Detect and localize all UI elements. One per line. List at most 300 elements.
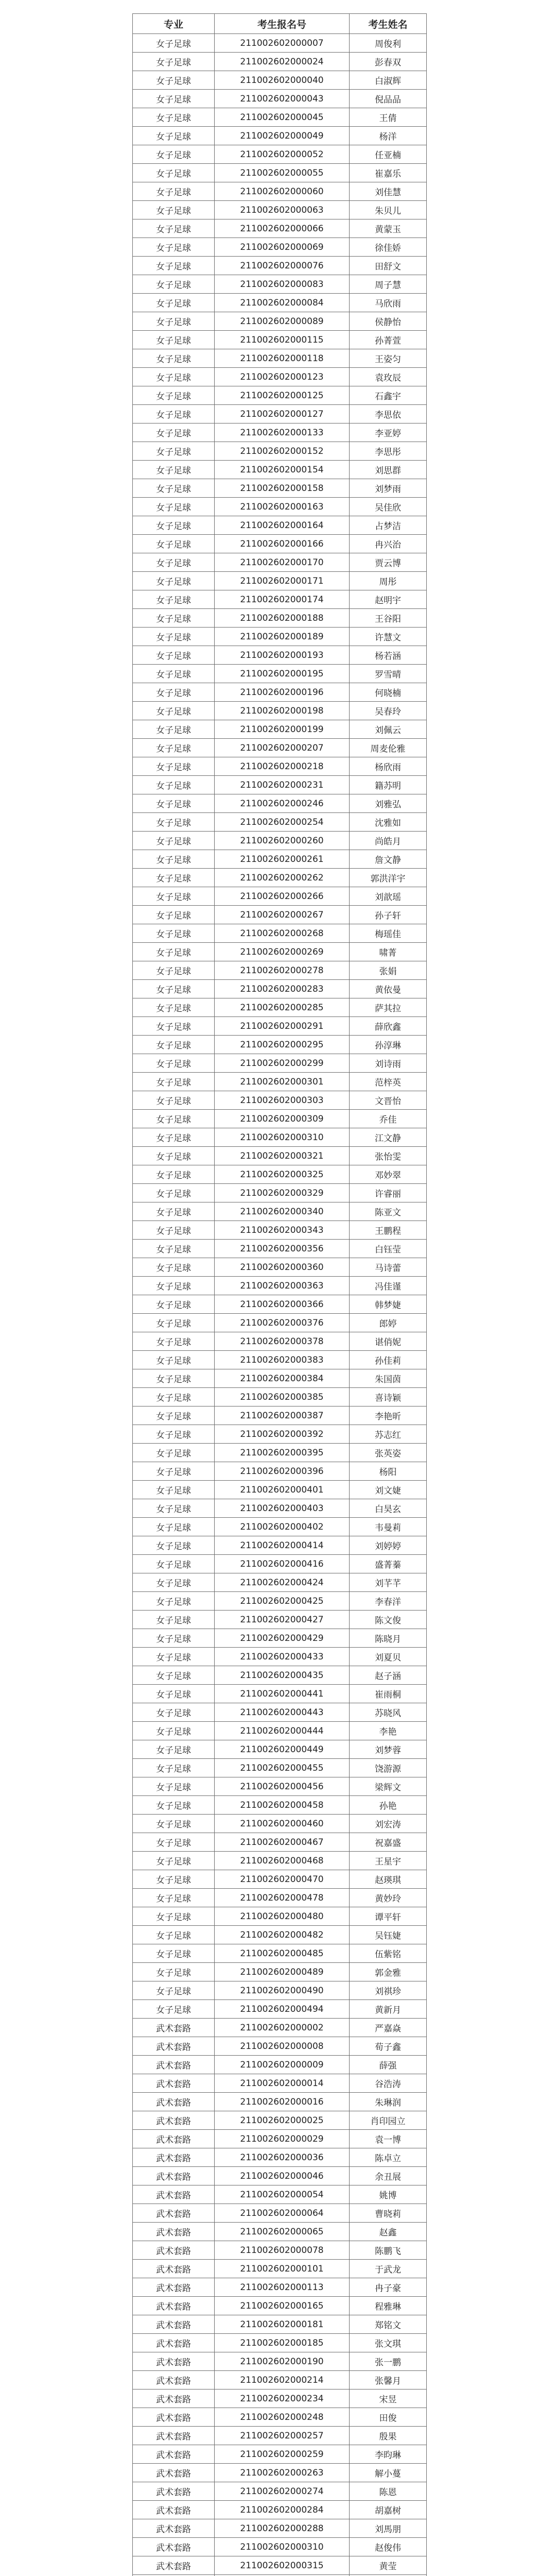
table-row xyxy=(133,1240,427,1258)
major-cell: 女子足球 xyxy=(133,553,215,572)
registration-number-cell: 211002602000343 xyxy=(215,1221,350,1240)
major-cell: 女子足球 xyxy=(133,145,215,164)
candidate-name-cell: 赵鑫 xyxy=(350,2223,427,2241)
major-cell: 女子足球 xyxy=(133,1017,215,1036)
candidate-name-cell: 陈文俊 xyxy=(350,1611,427,1629)
major-cell: 女子足球 xyxy=(133,906,215,924)
candidate-name-cell: 殷果 xyxy=(350,2427,427,2445)
major-cell: 女子足球 xyxy=(133,219,215,238)
candidate-name-cell: 啸菁 xyxy=(350,943,427,961)
registration-number-cell: 211002602000207 xyxy=(215,739,350,757)
candidate-name-cell: 黄依曼 xyxy=(350,980,427,998)
major-cell: 女子足球 xyxy=(133,1722,215,1740)
major-cell: 女子足球 xyxy=(133,257,215,275)
table-row xyxy=(133,1815,427,1833)
major-cell: 女子足球 xyxy=(133,850,215,869)
table-row xyxy=(133,71,427,90)
registration-number-cell: 211002602000171 xyxy=(215,572,350,590)
registration-number-cell: 211002602000246 xyxy=(215,794,350,813)
table-row xyxy=(133,665,427,683)
registration-number-cell: 211002602000416 xyxy=(215,1555,350,1573)
major-cell: 女子足球 xyxy=(133,164,215,182)
registration-number-cell: 211002602000263 xyxy=(215,2464,350,2482)
candidate-name-cell: 田舒文 xyxy=(350,257,427,275)
major-cell: 女子足球 xyxy=(133,1536,215,1555)
table-row xyxy=(133,1481,427,1499)
registration-number-cell: 211002602000363 xyxy=(215,1277,350,1295)
candidate-name-cell: 周彤 xyxy=(350,572,427,590)
table-row xyxy=(133,1889,427,1907)
table-row xyxy=(133,238,427,257)
table-row xyxy=(133,943,427,961)
registration-number-cell: 211002602000449 xyxy=(215,1740,350,1759)
table-row xyxy=(133,53,427,71)
candidate-name-cell: 李春洋 xyxy=(350,1592,427,1611)
table-row xyxy=(133,1833,427,1852)
table-row xyxy=(133,108,427,127)
table-row xyxy=(133,1202,427,1221)
table-row xyxy=(133,535,427,553)
candidate-name-cell: 吴佳欣 xyxy=(350,498,427,516)
major-cell: 女子足球 xyxy=(133,1314,215,1332)
header-candidate-name: 考生姓名 xyxy=(350,14,427,34)
table-body xyxy=(133,34,427,2576)
candidate-name-cell: 崔雨桐 xyxy=(350,1685,427,1703)
registration-number-cell: 211002602000414 xyxy=(215,1536,350,1555)
registration-number-cell: 211002602000198 xyxy=(215,702,350,720)
candidate-name-cell: 严嘉焱 xyxy=(350,2019,427,2037)
candidate-name-cell: 于武龙 xyxy=(350,2260,427,2278)
major-cell: 女子足球 xyxy=(133,479,215,498)
registration-number-cell: 211002602000468 xyxy=(215,1852,350,1870)
table-row xyxy=(133,2297,427,2315)
major-cell: 女子足球 xyxy=(133,1666,215,1685)
major-cell: 女子足球 xyxy=(133,498,215,516)
major-cell: 女子足球 xyxy=(133,53,215,71)
table-row xyxy=(133,2482,427,2501)
candidate-name-cell: 张娟 xyxy=(350,961,427,980)
candidate-name-cell: 许慧文 xyxy=(350,628,427,646)
candidate-name-cell: 刘芊芊 xyxy=(350,1573,427,1592)
registration-number-cell: 211002602000435 xyxy=(215,1666,350,1685)
candidate-name-cell: 崔嘉乐 xyxy=(350,164,427,182)
candidate-name-cell: 张怡雯 xyxy=(350,1147,427,1165)
registration-number-cell: 211002602000429 xyxy=(215,1629,350,1648)
major-cell: 女子足球 xyxy=(133,1703,215,1722)
registration-number-cell: 211002602000170 xyxy=(215,553,350,572)
candidate-name-cell: 刘诗雨 xyxy=(350,1054,427,1073)
major-cell: 武术套路 xyxy=(133,2037,215,2056)
table-row xyxy=(133,609,427,628)
candidate-name-cell: 石鑫宇 xyxy=(350,386,427,405)
registration-number-cell: 211002602000199 xyxy=(215,720,350,739)
table-row xyxy=(133,1332,427,1351)
table-row xyxy=(133,1740,427,1759)
registration-number-cell: 211002602000231 xyxy=(215,776,350,794)
registration-number-cell: 211002602000055 xyxy=(215,164,350,182)
major-cell: 女子足球 xyxy=(133,1963,215,1981)
registration-number-cell: 211002602000303 xyxy=(215,1091,350,1110)
table-row xyxy=(133,1462,427,1481)
candidate-name-cell: 吴春玲 xyxy=(350,702,427,720)
header-registration-number: 考生报名号 xyxy=(215,14,350,34)
table-row xyxy=(133,34,427,53)
table-row xyxy=(133,1592,427,1611)
table-row xyxy=(133,2501,427,2519)
candidate-name-cell: 马诗蕾 xyxy=(350,1258,427,1277)
table-row xyxy=(133,702,427,720)
table-row xyxy=(133,442,427,461)
candidate-name-cell: 刘梦雨 xyxy=(350,479,427,498)
table-row xyxy=(133,423,427,442)
registration-number-cell: 211002602000113 xyxy=(215,2278,350,2297)
candidate-name-cell: 刘宏涛 xyxy=(350,1815,427,1833)
major-cell: 女子足球 xyxy=(133,1926,215,1944)
major-cell: 武术套路 xyxy=(133,2408,215,2427)
table-row xyxy=(133,2260,427,2278)
registration-number-cell: 211002602000376 xyxy=(215,1314,350,1332)
major-cell: 武术套路 xyxy=(133,2223,215,2241)
candidate-name-cell: 刘雅弘 xyxy=(350,794,427,813)
table-row xyxy=(133,145,427,164)
major-cell: 武术套路 xyxy=(133,2185,215,2204)
table-row xyxy=(133,2519,427,2538)
table-row xyxy=(133,2352,427,2371)
major-cell: 女子足球 xyxy=(133,1573,215,1592)
table-row xyxy=(133,1425,427,1444)
major-cell: 女子足球 xyxy=(133,34,215,53)
candidate-name-cell: 苏晓风 xyxy=(350,1703,427,1722)
registration-number-cell: 211002602000425 xyxy=(215,1592,350,1611)
registration-number-cell: 211002602000310 xyxy=(215,1128,350,1147)
table-row xyxy=(133,869,427,887)
candidate-name-cell: 刘祺珍 xyxy=(350,1981,427,2000)
registration-number-cell: 211002602000285 xyxy=(215,998,350,1017)
registration-number-cell: 211002602000029 xyxy=(215,2130,350,2148)
table-row xyxy=(133,2464,427,2482)
registration-number-cell: 211002602000360 xyxy=(215,1258,350,1277)
registration-number-cell: 211002602000064 xyxy=(215,2204,350,2223)
candidate-name-cell: 乔佳 xyxy=(350,1110,427,1128)
registration-number-cell: 211002602000118 xyxy=(215,349,350,368)
registration-number-cell: 211002602000278 xyxy=(215,961,350,980)
major-cell: 女子足球 xyxy=(133,201,215,219)
major-cell: 武术套路 xyxy=(133,2148,215,2167)
major-cell: 女子足球 xyxy=(133,702,215,720)
major-cell: 武术套路 xyxy=(133,2519,215,2538)
major-cell: 女子足球 xyxy=(133,275,215,294)
table-row xyxy=(133,646,427,665)
candidate-name-cell: 韩梦婕 xyxy=(350,1295,427,1314)
table-row xyxy=(133,1518,427,1536)
candidate-name-cell: 谭平轩 xyxy=(350,1907,427,1926)
table-row xyxy=(133,1221,427,1240)
major-cell: 女子足球 xyxy=(133,1202,215,1221)
candidate-name-cell: 黄妙玲 xyxy=(350,1889,427,1907)
table-row xyxy=(133,2241,427,2260)
major-cell: 女子足球 xyxy=(133,442,215,461)
registration-number-cell: 211002602000458 xyxy=(215,1796,350,1815)
major-cell: 女子足球 xyxy=(133,609,215,628)
table-row xyxy=(133,1666,427,1685)
table-row xyxy=(133,1852,427,1870)
candidate-name-cell: 韦曼莉 xyxy=(350,1518,427,1536)
candidate-name-cell: 侯静怡 xyxy=(350,312,427,331)
major-cell: 武术套路 xyxy=(133,2501,215,2519)
registration-number-cell: 211002602000269 xyxy=(215,943,350,961)
registration-number-cell: 211002602000154 xyxy=(215,461,350,479)
candidate-name-cell: 王倩 xyxy=(350,108,427,127)
major-cell: 女子足球 xyxy=(133,1981,215,2000)
table-row xyxy=(133,813,427,832)
registration-number-cell: 211002602000115 xyxy=(215,331,350,349)
candidate-name-cell: 朱贝儿 xyxy=(350,201,427,219)
registration-number-cell: 211002602000321 xyxy=(215,1147,350,1165)
candidate-name-cell: 白淑辉 xyxy=(350,71,427,90)
major-cell: 武术套路 xyxy=(133,2019,215,2037)
registration-number-cell: 211002602000065 xyxy=(215,2223,350,2241)
registration-number-cell: 211002602000181 xyxy=(215,2315,350,2334)
major-cell: 女子足球 xyxy=(133,572,215,590)
candidate-name-cell: 赵瑛琪 xyxy=(350,1870,427,1889)
table-row xyxy=(133,2167,427,2185)
major-cell: 武术套路 xyxy=(133,2315,215,2334)
table-row xyxy=(133,2371,427,2389)
table-row xyxy=(133,2427,427,2445)
candidate-name-cell: 刘佳慧 xyxy=(350,182,427,201)
major-cell: 女子足球 xyxy=(133,1110,215,1128)
table-row xyxy=(133,2204,427,2223)
major-cell: 女子足球 xyxy=(133,1685,215,1703)
major-cell: 武术套路 xyxy=(133,2167,215,2185)
candidate-name-cell: 周俊利 xyxy=(350,34,427,53)
registration-number-cell: 211002602000254 xyxy=(215,813,350,832)
major-cell: 女子足球 xyxy=(133,1369,215,1388)
major-cell: 女子足球 xyxy=(133,423,215,442)
major-cell: 女子足球 xyxy=(133,813,215,832)
candidate-name-cell: 彭春双 xyxy=(350,53,427,71)
table-row xyxy=(133,1017,427,1036)
table-row xyxy=(133,2278,427,2297)
candidate-name-cell: 占梦洁 xyxy=(350,516,427,535)
candidate-name-cell: 陈鹏飞 xyxy=(350,2241,427,2260)
table-row xyxy=(133,2000,427,2019)
table-row xyxy=(133,2315,427,2334)
registration-number-cell: 211002602000152 xyxy=(215,442,350,461)
table-row xyxy=(133,924,427,943)
registration-number-cell: 211002602000008 xyxy=(215,2037,350,2056)
candidate-name-cell: 张馨月 xyxy=(350,2371,427,2389)
registration-number-cell: 211002602000274 xyxy=(215,2482,350,2501)
major-cell: 女子足球 xyxy=(133,1481,215,1499)
major-cell: 武术套路 xyxy=(133,2334,215,2352)
major-cell: 女子足球 xyxy=(133,1221,215,1240)
candidate-name-cell: 孙佳莉 xyxy=(350,1351,427,1369)
candidate-name-cell: 杨洋 xyxy=(350,127,427,145)
candidate-name-cell: 郑铭文 xyxy=(350,2315,427,2334)
major-cell: 女子足球 xyxy=(133,1889,215,1907)
candidate-name-cell: 郎婷 xyxy=(350,1314,427,1332)
major-cell: 女子足球 xyxy=(133,1815,215,1833)
registration-number-cell: 211002602000490 xyxy=(215,1981,350,2000)
table-row xyxy=(133,1258,427,1277)
major-cell: 女子足球 xyxy=(133,331,215,349)
major-cell: 女子足球 xyxy=(133,1592,215,1611)
registration-number-cell: 211002602000257 xyxy=(215,2427,350,2445)
candidate-name-cell: 任亚楠 xyxy=(350,145,427,164)
major-cell: 女子足球 xyxy=(133,1852,215,1870)
candidate-name-cell: 解小蔓 xyxy=(350,2464,427,2482)
table-row xyxy=(133,1184,427,1202)
registration-number-cell: 211002602000310 xyxy=(215,2538,350,2556)
table-row xyxy=(133,294,427,312)
table-row xyxy=(133,516,427,535)
table-row xyxy=(133,2111,427,2130)
registration-number-cell: 211002602000248 xyxy=(215,2408,350,2427)
candidate-name-cell: 黄新月 xyxy=(350,2000,427,2019)
registration-number-cell: 211002602000396 xyxy=(215,1462,350,1481)
table-row xyxy=(133,887,427,906)
table-row xyxy=(133,1054,427,1073)
registration-number-cell: 211002602000482 xyxy=(215,1926,350,1944)
registration-number-cell: 211002602000266 xyxy=(215,887,350,906)
major-cell: 女子足球 xyxy=(133,924,215,943)
table-row xyxy=(133,201,427,219)
major-cell: 女子足球 xyxy=(133,1777,215,1796)
candidate-name-cell: 薛欣鑫 xyxy=(350,1017,427,1036)
registration-number-cell: 211002602000295 xyxy=(215,1036,350,1054)
candidate-name-cell: 苏志红 xyxy=(350,1425,427,1444)
candidate-name-cell: 罗雪晴 xyxy=(350,665,427,683)
major-cell: 女子足球 xyxy=(133,1648,215,1666)
major-cell: 女子足球 xyxy=(133,1091,215,1110)
candidate-name-cell: 刘梦蓉 xyxy=(350,1740,427,1759)
table-row xyxy=(133,1128,427,1147)
registration-number-cell: 211002602000040 xyxy=(215,71,350,90)
candidate-name-cell: 李艳昕 xyxy=(350,1406,427,1425)
table-row xyxy=(133,1091,427,1110)
table-row xyxy=(133,1648,427,1666)
major-cell: 武术套路 xyxy=(133,2241,215,2260)
candidate-name-cell: 籍苏明 xyxy=(350,776,427,794)
registration-number-cell: 211002602000063 xyxy=(215,201,350,219)
registration-number-cell: 211002602000385 xyxy=(215,1388,350,1406)
registration-number-cell: 211002602000443 xyxy=(215,1703,350,1722)
registration-number-cell: 211002602000403 xyxy=(215,1499,350,1518)
table-row xyxy=(133,2037,427,2056)
candidate-name-cell: 饶游源 xyxy=(350,1759,427,1777)
registration-number-cell: 211002602000329 xyxy=(215,1184,350,1202)
registration-number-cell: 211002602000433 xyxy=(215,1648,350,1666)
candidate-name-cell: 李亚婷 xyxy=(350,423,427,442)
table-row xyxy=(133,1629,427,1648)
major-cell: 女子足球 xyxy=(133,1036,215,1054)
candidate-name-cell: 李思彤 xyxy=(350,442,427,461)
candidate-name-cell: 刘歆瑶 xyxy=(350,887,427,906)
major-cell: 女子足球 xyxy=(133,405,215,423)
registration-number-cell: 211002602000024 xyxy=(215,53,350,71)
table-row xyxy=(133,2538,427,2556)
major-cell: 女子足球 xyxy=(133,739,215,757)
candidate-name-cell: 赵明宇 xyxy=(350,590,427,609)
table-row xyxy=(133,1110,427,1128)
candidate-name-cell: 盛菁蓁 xyxy=(350,1555,427,1573)
table-row xyxy=(133,2056,427,2074)
table-row xyxy=(133,257,427,275)
registration-number-cell: 211002602000158 xyxy=(215,479,350,498)
candidate-name-cell: 刘文婕 xyxy=(350,1481,427,1499)
candidate-name-cell: 曹晓莉 xyxy=(350,2204,427,2223)
candidate-name-cell: 沈雅如 xyxy=(350,813,427,832)
major-cell: 女子足球 xyxy=(133,1258,215,1277)
registration-number-cell: 211002602000060 xyxy=(215,182,350,201)
table-row xyxy=(133,572,427,590)
registration-number-cell: 211002602000123 xyxy=(215,368,350,386)
table-row xyxy=(133,998,427,1017)
candidate-name-cell: 荀子鑫 xyxy=(350,2037,427,2056)
major-cell: 女子足球 xyxy=(133,869,215,887)
registration-number-cell: 211002602000309 xyxy=(215,1110,350,1128)
table-row xyxy=(133,498,427,516)
major-cell: 武术套路 xyxy=(133,2538,215,2556)
table-row xyxy=(133,2093,427,2111)
major-cell: 女子足球 xyxy=(133,943,215,961)
candidate-name-cell: 许睿丽 xyxy=(350,1184,427,1202)
table-row xyxy=(133,127,427,145)
candidate-name-cell: 吴钰婕 xyxy=(350,1926,427,1944)
registration-number-cell: 211002602000164 xyxy=(215,516,350,535)
candidate-name-cell: 徐佳娇 xyxy=(350,238,427,257)
candidate-name-cell: 江文静 xyxy=(350,1128,427,1147)
registration-number-cell: 211002602000076 xyxy=(215,257,350,275)
candidate-name-cell: 陈恩 xyxy=(350,2482,427,2501)
candidate-name-cell: 冯佳谨 xyxy=(350,1277,427,1295)
major-cell: 女子足球 xyxy=(133,961,215,980)
registration-number-cell: 211002602000084 xyxy=(215,294,350,312)
candidate-name-cell: 冉子豪 xyxy=(350,2278,427,2297)
table-row xyxy=(133,776,427,794)
candidate-name-cell: 孙艳 xyxy=(350,1796,427,1815)
candidate-name-cell: 冉兴治 xyxy=(350,535,427,553)
major-cell: 女子足球 xyxy=(133,386,215,405)
major-cell: 女子足球 xyxy=(133,1759,215,1777)
candidate-name-cell: 周子慧 xyxy=(350,275,427,294)
candidate-name-cell: 郭金雅 xyxy=(350,1963,427,1981)
major-cell: 女子足球 xyxy=(133,294,215,312)
header-row xyxy=(133,14,427,34)
registration-number-cell: 211002602000392 xyxy=(215,1425,350,1444)
major-cell: 武术套路 xyxy=(133,2260,215,2278)
candidate-name-cell: 周麦伦雅 xyxy=(350,739,427,757)
registration-number-cell: 211002602000083 xyxy=(215,275,350,294)
table-row xyxy=(133,1073,427,1091)
registration-number-cell: 211002602000234 xyxy=(215,2389,350,2408)
registration-number-cell: 211002602000356 xyxy=(215,1240,350,1258)
major-cell: 女子足球 xyxy=(133,590,215,609)
candidate-name-cell: 陈卓立 xyxy=(350,2148,427,2167)
major-cell: 女子足球 xyxy=(133,1833,215,1852)
major-cell: 武术套路 xyxy=(133,2556,215,2575)
registration-number-cell: 211002602000395 xyxy=(215,1444,350,1462)
major-cell: 武术套路 xyxy=(133,2371,215,2389)
registration-number-cell: 211002602000125 xyxy=(215,386,350,405)
major-cell: 女子足球 xyxy=(133,368,215,386)
table-row xyxy=(133,1926,427,1944)
major-cell: 女子足球 xyxy=(133,1518,215,1536)
registration-number-cell: 211002602000470 xyxy=(215,1870,350,1889)
major-cell: 女子足球 xyxy=(133,1240,215,1258)
major-cell: 女子足球 xyxy=(133,757,215,776)
